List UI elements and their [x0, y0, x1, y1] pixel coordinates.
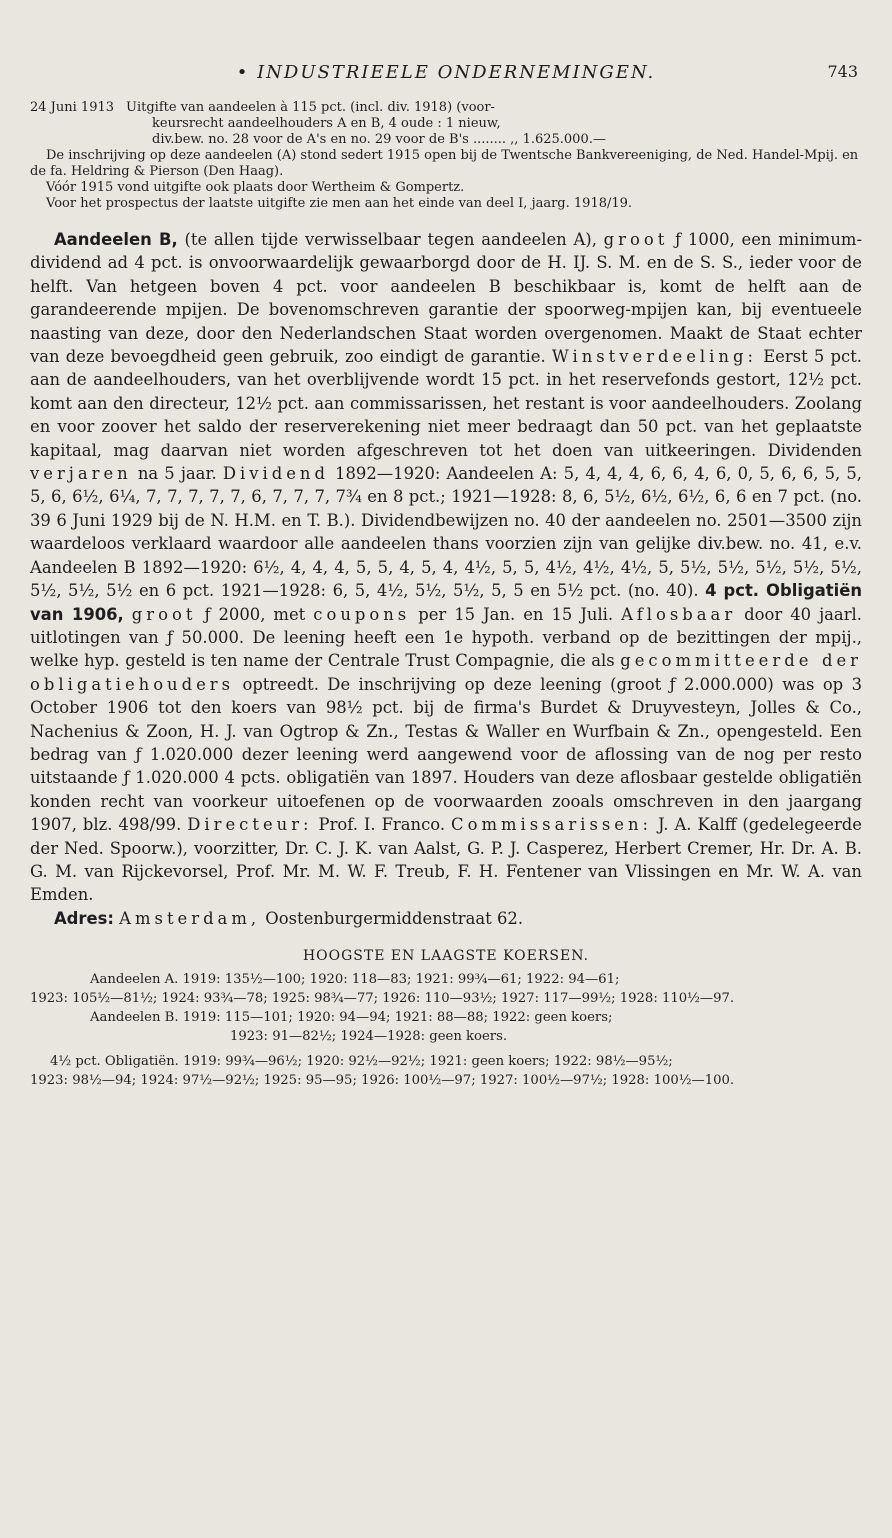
- quote-line: 1923: 105½—81½; 1924: 93¾—78; 1925: 98¾—77; 1926: 110—93½; 1927: 117—99½; 1928: 110½—97.: [30, 991, 735, 1007]
- aflosbaar-label: Aflosbaar: [621, 604, 737, 624]
- text-run: (te allen tijde verwisselbaar tegen aandeelen A),: [177, 230, 604, 249]
- quotes-heading: HOOGSTE EN LAAGSTE KOERSEN.: [302, 948, 590, 965]
- adres-street: Oostenburgermiddenstraat 62.: [260, 908, 524, 928]
- text-run: optreedt. De inschrijving op deze leening (groot ƒ 2.000.000) was op 3 October 1906 tot den koers van 98½ pct. bij de firma's Burdet & Druyvesteyn, Jolles & Co., Nachenius & Zoon, H. J. van Ogtrop & Zn., Testas & Waller en Wurfbain & Zn., opengesteld. Een bedrag van ƒ 1.020.000 dezer leening werd aangewend voor de aflossing van de nog per resto uitstaande ƒ 1.020.000 4 pcts. obligatiën van 1897. Houders van deze aflosbaar gestelde obligatiën konden recht van voorkeur uitoefenen op de voorwaarden zooals omschreven in den jaargang 1907, blz. 498/99.: [30, 674, 862, 835]
- text-run: J. A. Kalff (gedelegeerde der Ned. Spoorw.), voorzitter, Dr. C. J. K. van Aalst, G. P. J. Casperez, Herbert Cremer, Hr. Dr. A. B. G. M. van Rijckevorsel, Prof. Mr. M. W. F. Treub, F. H. Fentener van Vlissingen en Mr. W. A. van Emden.: [30, 815, 862, 905]
- note-paragraph: Vóór 1915 vond uitgifte ook plaats door Wertheim & Gompertz.: [46, 180, 465, 195]
- text-run: per 15 Jan. en 15 Juli.: [410, 604, 622, 624]
- main-text: [30, 228, 862, 930]
- text-run: 1892—1920: Aandeelen A: 5, 4, 4, 4, 6, 6, 4, 6, 0, 5, 6, 6, 5, 5, 5, 6, 6½, 6¼, 7, 7, 7, 7, 7, 6, 7, 7, 7, 7¾ en 8 pct.; 1921—1928: 8, 6, 5½, 6½, 6½, 6, 6 en 7 pct. (no. 39 6 Juni 1929 bij de N. H.M. en T. B.). Dividendbewijzen no. 40 der aandeelen no. 2501—3500 zijn waardeloos verklaard waardoor alle aandeelen thans voorzien zijn van gelijke div.bew. no. 41, e.v. Aandeelen B 1892—1920: 6½, 4, 4, 4, 5, 5, 4, 5, 4, 4½, 5, 5, 4½, 4½, 4½, 5, 5½, 5½, 5½, 5½, 5½, 5½, 5½, 5½ en 6 pct. 1921—1928: 6, 5, 4½, 5½, 5½, 5, 5 en 5½ pct. (no. 40).: [30, 464, 862, 601]
- page-title: INDUSTRIEELE ONDERNEMINGEN.: [257, 62, 656, 83]
- obligatien-heading: 4 pct. Obligatiën van 1906,: [30, 581, 862, 624]
- adres-heading: Adres:: [54, 908, 114, 928]
- groot-label: groot: [603, 230, 669, 249]
- text-run: ƒ 1000, een minimum-dividend ad 4 pct. is onvoorwaardelijk gewaarborgd door de H. IJ. S. M. en de S. S., ieder voor de helft. Van hetgeen boven 4 pct. voor aandeelen B beschikbaar is, komt de helft aan de garandeerende mpijen. De bovenomschreven garantie der spoorweg-mpijen kan, bij eventueele naasting van deze, door den Nederlandschen Staat worden overgenomen. Maakt de Staat echter van deze bevoegdheid geen gebruik, zoo eindigt de garantie.: [30, 230, 862, 367]
- quote-line: Aandeelen B. 1919: 115—101; 1920: 94—94; 1921: 88—88; 1922: geen koers;: [90, 1010, 613, 1026]
- text-run: ƒ 2000, met: [196, 604, 314, 624]
- quote-line: 1923: 91—82½; 1924—1928: geen koers.: [230, 1029, 508, 1045]
- quote-line: 1923: 98½—94; 1924: 97½—92½; 1925: 95—95; 1926: 100½—97; 1927: 100½—97½; 1928: 100½—100.: [30, 1073, 735, 1089]
- text-run: Prof. I. Franco.: [312, 815, 452, 835]
- adres-city: Amsterdam,: [119, 908, 261, 928]
- quote-line: 4½ pct. Obligatiën. 1919: 99¾—96½; 1920: 92½—92½; 1921: geen koers; 1922: 98½—95½;: [50, 1054, 673, 1070]
- issue-entry: [30, 100, 862, 148]
- dividend-label: Dividend: [222, 464, 329, 484]
- verjaren-label: verjaren: [30, 464, 132, 484]
- issue-date: 24 Juni 1913: [30, 100, 115, 115]
- note-paragraph: Voor het prospectus der laatste uitgifte zie men aan het einde van deel I, jaarg. 1918/19.: [46, 196, 633, 211]
- issue-line: div.bew. no. 28 voor de A's en no. 29 voor de B's ........ ,, 1.625.000.—: [152, 132, 606, 147]
- text-run: door 40 jaarl. uitlotingen van ƒ 50.000. De leening heeft een 1e hypoth. verband op de bezittingen der mpij., welke hyp. gesteld is ten name der Centrale Trust Compagnie, die als: [30, 604, 862, 671]
- issue-text: [126, 100, 862, 148]
- aandeelen-b-heading: Aandeelen B,: [54, 230, 178, 249]
- winstverdeeling-label: Winstverdeeling:: [551, 347, 757, 367]
- issue-line: Uitgifte van aandeelen à 115 pct. (incl. div. 1918) (voor-: [126, 100, 495, 115]
- directeur-label: Directeur:: [187, 815, 313, 835]
- quote-line: Aandeelen A. 1919: 135½—100; 1920: 118—83; 1921: 99¾—61; 1922: 94—61;: [90, 972, 620, 988]
- issue-line: keursrecht aandeelhouders A en B, 4 oude : 1 nieuw,: [152, 116, 501, 131]
- coupons-label: coupons: [313, 604, 411, 624]
- issue-notes: [30, 100, 862, 212]
- body-paragraph: [30, 228, 862, 907]
- address-line: [30, 907, 862, 930]
- running-head: [30, 62, 862, 88]
- text-run: Eerst 5 pct. aan de aandeelhouders, van het overblijvende wordt 15 pct. in het reservefonds gestort, 12½ pct. komt aan den directeur, 12½ pct. aan commissarissen, het restant is voor aandeelhouders. Zoolang en voor zoover het saldo der reserverekening niet meer bedraagt dan 50 pct. van het geplaatste kapitaal, mag daarvan niet worden afgeschreven tot het doen van uitkeeringen. Dividenden: [30, 347, 863, 460]
- commissarissen-label: Commissarissen:: [451, 815, 653, 835]
- text-run: [124, 605, 132, 624]
- groot-label-2: groot: [131, 604, 197, 624]
- gecommitteerde-label: gecommitteerde der obligatiehouders: [30, 651, 862, 694]
- header-dot: •: [236, 62, 250, 83]
- page-number: 743: [827, 62, 858, 81]
- note-paragraph: De inschrijving op deze aandeelen (A) stond sedert 1915 open bij de Twentsche Bankvereeniging, de Ned. Handel-Mpij. en de fa. Heldring & Pierson (Den Haag).: [30, 148, 859, 179]
- quotes-block: [30, 970, 862, 1090]
- text-run: na 5 jaar.: [131, 464, 223, 484]
